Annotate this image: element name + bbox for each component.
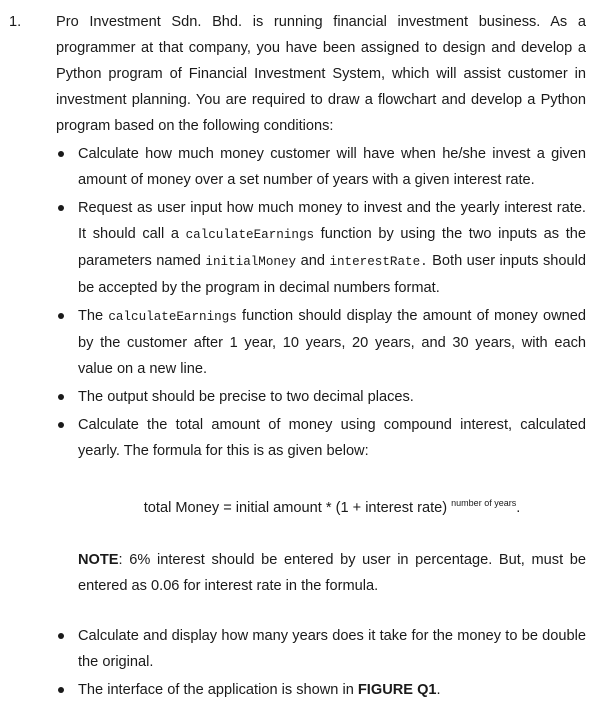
bullet-icon: [58, 394, 64, 400]
list-item: Request as user input how much money to invest and the yearly interest rate. It should call a calculateEarnings function by using the two inputs as the parameters named initialMoney and interestRate. Both user inputs should be accepted by the program in decimal numbers format.: [56, 195, 586, 301]
code-calculate-earnings: calculateEarnings: [185, 228, 315, 242]
note: NOTE: 6% interest should be entered by user in percentage. But, must be entered as 0.06 for interest rate in the formula.: [78, 552, 586, 594]
code-initial-money: initialMoney: [205, 255, 297, 269]
list-item: Calculate the total amount of money using compound interest, calculated yearly. The formula for this is as given below:: [56, 412, 586, 464]
conditions-list-continued: [56, 623, 586, 703]
bullet-icon: [58, 633, 64, 639]
bullet-icon: [58, 422, 64, 428]
code-calculate-earnings: calculateEarnings: [108, 310, 237, 324]
bullet-icon: [58, 151, 64, 157]
note-label: NOTE: [78, 552, 119, 568]
list-item: Calculate how much money customer will have when he/she invest a given amount of money over a set number of years with a given interest rate.: [56, 141, 586, 193]
question-intro: Pro Investment Sdn. Bhd. is running financial investment business. As a programmer at that company, you have been assigned to design and develop a Python program of Financial Investment System, which will assist customer in investment planning. You are required to draw a flowchart and develop a Python program based on the following conditions:: [56, 14, 586, 134]
formula-exponent: number of years: [451, 498, 517, 508]
list-item: Calculate and display how many years does it take for the money to be double the original.: [56, 623, 586, 675]
code-interest-rate: interestRate.: [329, 255, 428, 269]
question-content: [56, 9, 586, 703]
list-item: The calculateEarnings function should display the amount of money owned by the customer after 1 year, 10 years, 20 years, and 30 years, with each value on a new line.: [56, 303, 586, 382]
list-item: The output should be precise to two decimal places.: [56, 384, 586, 410]
formula: total Money = initial amount * (1 + interest rate) $^{number of years}$.: [143, 498, 521, 516]
bullet-icon: [58, 205, 64, 211]
bullet-icon: [58, 313, 64, 319]
question-number: 1.: [9, 14, 22, 30]
figure-reference: FIGURE Q1: [357, 682, 437, 698]
list-item: The interface of the application is shown in FIGURE Q1.: [56, 677, 586, 703]
conditions-list: [56, 141, 586, 464]
bullet-icon: [58, 687, 64, 693]
